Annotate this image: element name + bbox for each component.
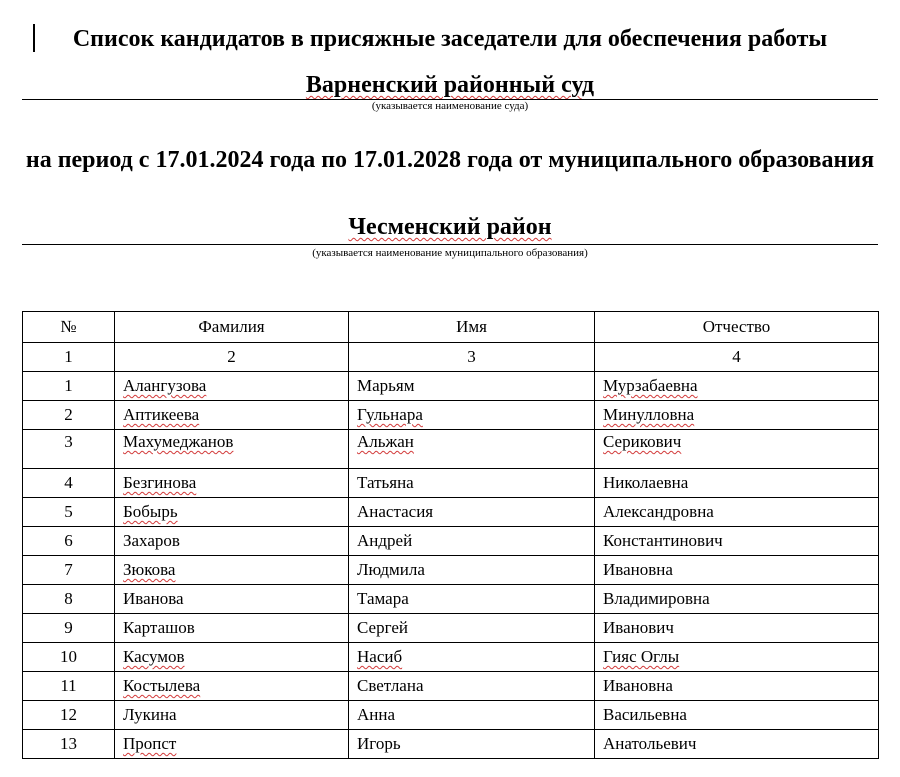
cell-last-name: Алангузова xyxy=(115,372,349,401)
cell-middle-name: Ивановна xyxy=(595,556,879,585)
document-title: Список кандидатов в присяжные заседатели для обеспечения работы xyxy=(72,26,828,52)
cell-middle-name: Минулловна xyxy=(595,401,879,430)
table-row xyxy=(23,372,879,401)
table-row xyxy=(23,401,879,430)
cell-first-name: Игорь xyxy=(349,730,595,759)
cell-number: 3 xyxy=(23,430,115,469)
cell-middle-name: Васильевна xyxy=(595,701,879,730)
municipality-caption: (указывается наименование муниципального образования) xyxy=(312,247,588,259)
column-number-row xyxy=(23,343,879,372)
header-number: № xyxy=(23,312,115,343)
table-row xyxy=(23,701,879,730)
cell-middle-name: Александровна xyxy=(595,498,879,527)
cell-middle-name: Анатольевич xyxy=(595,730,879,759)
cell-last-name: Касумов xyxy=(115,643,349,672)
cell-last-name: Иванова xyxy=(115,585,349,614)
table-row xyxy=(23,585,879,614)
cell-middle-name: Мурзабаевна xyxy=(595,372,879,401)
cell-last-name: Захаров xyxy=(115,527,349,556)
cell-first-name: Насиб xyxy=(349,643,595,672)
cell-first-name: Сергей xyxy=(349,614,595,643)
cell-last-name: Аптикеева xyxy=(115,401,349,430)
cell-first-name: Татьяна xyxy=(349,469,595,498)
cell-last-name: Костылева xyxy=(115,672,349,701)
cell-last-name: Лукина xyxy=(115,701,349,730)
cell-middle-name: Владимировна xyxy=(595,585,879,614)
cell-number: 7 xyxy=(23,556,115,585)
table-row xyxy=(23,730,879,759)
cell-first-name: Марьям xyxy=(349,372,595,401)
cell-middle-name: Иванович xyxy=(595,614,879,643)
table-row xyxy=(23,556,879,585)
cell-number: 12 xyxy=(23,701,115,730)
cell-last-name: Бобырь xyxy=(115,498,349,527)
cell-last-name: Карташов xyxy=(115,614,349,643)
cell-number: 9 xyxy=(23,614,115,643)
table-row xyxy=(23,643,879,672)
cell-last-name: Безгинова xyxy=(115,469,349,498)
cell-last-name: Зюкова xyxy=(115,556,349,585)
cell-first-name: Светлана xyxy=(349,672,595,701)
court-name-caption: (указывается наименование суда) xyxy=(371,100,529,112)
cell-last-name: Махумеджанов xyxy=(115,430,349,469)
municipality-name: Чесменский район xyxy=(348,214,552,240)
cell-number: 11 xyxy=(23,672,115,701)
table-row xyxy=(23,672,879,701)
column-number: 1 xyxy=(23,343,115,372)
period-text: на период с 17.01.2024 года по 17.01.2028 года от муниципального образования xyxy=(25,147,875,173)
cell-number: 13 xyxy=(23,730,115,759)
cell-middle-name: Гияс Оглы xyxy=(595,643,879,672)
cell-middle-name: Ивановна xyxy=(595,672,879,701)
cell-first-name: Анастасия xyxy=(349,498,595,527)
cell-first-name: Людмила xyxy=(349,556,595,585)
candidates-table xyxy=(22,311,879,759)
cell-first-name: Андрей xyxy=(349,527,595,556)
column-number: 4 xyxy=(595,343,879,372)
cell-number: 2 xyxy=(23,401,115,430)
cell-middle-name: Николаевна xyxy=(595,469,879,498)
header-first-name: Имя xyxy=(349,312,595,343)
cell-middle-name: Константинович xyxy=(595,527,879,556)
table-row xyxy=(23,527,879,556)
cell-first-name: Тамара xyxy=(349,585,595,614)
cell-first-name: Анна xyxy=(349,701,595,730)
cell-number: 4 xyxy=(23,469,115,498)
cell-number: 10 xyxy=(23,643,115,672)
cell-number: 6 xyxy=(23,527,115,556)
cell-first-name: Альжан xyxy=(349,430,595,469)
header-last-name: Фамилия xyxy=(115,312,349,343)
cell-number: 5 xyxy=(23,498,115,527)
cell-first-name: Гульнара xyxy=(349,401,595,430)
cell-middle-name: Серикович xyxy=(595,430,879,469)
cell-last-name: Пропст xyxy=(115,730,349,759)
cell-number: 8 xyxy=(23,585,115,614)
table-header-row xyxy=(23,312,879,343)
table-row xyxy=(23,430,879,469)
table-row xyxy=(23,498,879,527)
table-row xyxy=(23,614,879,643)
header-middle-name: Отчество xyxy=(595,312,879,343)
column-number: 2 xyxy=(115,343,349,372)
table-row xyxy=(23,469,879,498)
cell-number: 1 xyxy=(23,372,115,401)
column-number: 3 xyxy=(349,343,595,372)
court-name: Варненский районный суд xyxy=(305,72,595,98)
municipality-underline xyxy=(22,244,878,245)
